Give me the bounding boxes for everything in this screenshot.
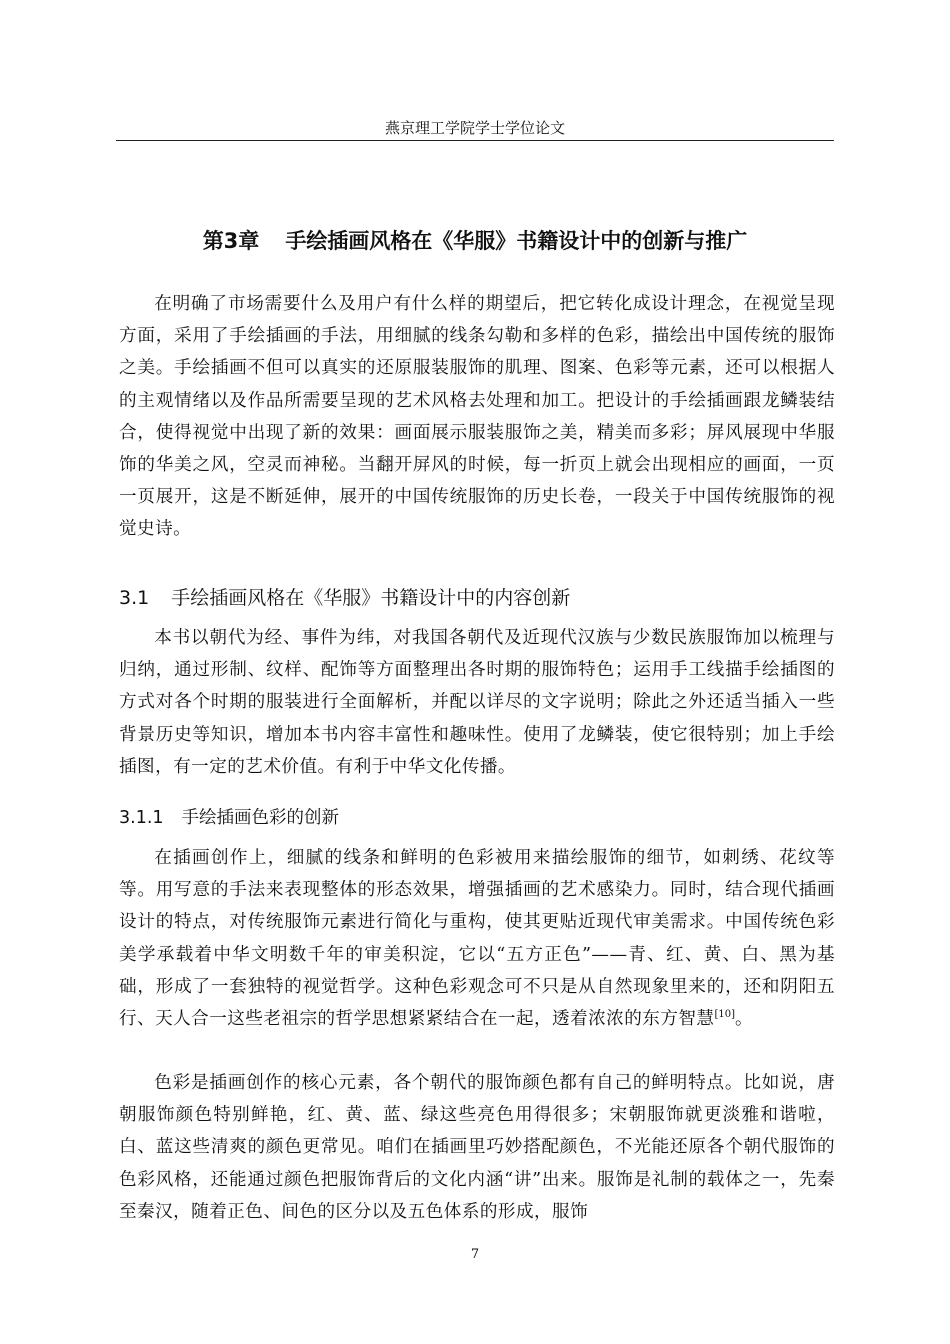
subsection-title: 手绘插画色彩的创新 [181,808,340,828]
page-number: 7 [470,1247,480,1262]
section-3-1-paragraph: 本书以朝代为经、事件为纬，对我国各朝代及近现代汉族与少数民族服饰加以梳理与归纳，通过形制、纹样、配饰等方面整理出各时期的服饰特色；运用手工线描手绘插图的方式对各个时期的服装进行全面解析，并配以详尽的文字说明；除此之外还适当插入一些背景历史等知识，增加本书内容丰富性和趣味性。使用了龙鳞装，使它很特别；加上手绘插图，有一定的艺术价值。有利于中华文化传播。 [119,628,835,777]
citation-marker: [10] [714,1009,735,1021]
chapter-title-text: 手绘插画风格在《华服》书籍设计中的创新与推广 [285,229,748,253]
section-3-1-1-paragraph-1 [119,842,835,1035]
section-number: 3.1 [119,587,150,609]
subsection-number: 3.1.1 [119,808,164,828]
paragraph-text: 在插画创作上，细腻的线条和鲜明的色彩被用来描绘服饰的细节，如刺绣、花纹等等。用写意的手法来表现整体的形态效果，增强插画的艺术感染力。同时，结合现代插画设计的特点，对传统服饰元素进行简化与重构，使其更贴近现代审美需求。中国传统色彩美学承载着中华文明数千年的审美积淀，它以“五方正色”——青、红、黄、白、黑为基础，形成了一套独特的视觉哲学。这种色彩观念可不只是从自然现象里来的，还和阴阳五行、天人合一这些老祖宗的哲学思想紧紧结合在一起，透着浓浓的东方智慧 [119,848,835,1030]
section-3-1-1-paragraph-2: 色彩是插画创作的核心元素，各个朝代的服饰颜色都有自己的鲜明特点。比如说，唐朝服饰颜色特别鲜艳，红、黄、蓝、绿这些亮色用得很多；宋朝服饰就更淡雅和谐啦，白、蓝这些清爽的颜色更常见。咱们在插画里巧妙搭配颜色，不光能还原各个朝代服饰的色彩风格，还能通过颜色把服饰背后的文化内涵“讲”出来。服饰是礼制的载体之一，先秦至秦汉，随着正色、间色的区分以及五色体系的形成，服饰 [119,1073,835,1222]
section-heading-3-1 [119,584,835,612]
subsection-heading-3-1-1 [119,805,835,831]
paragraph-end: 。 [734,1009,754,1030]
chapter-title [116,226,834,256]
header-rule [116,140,834,141]
chapter-number: 第3章 [202,229,260,253]
section-title: 手绘插画风格在《华服》书籍设计中的内容创新 [171,587,571,609]
running-header: 燕京理工学院学士学位论文 [384,119,565,137]
intro-paragraph: 在明确了市场需要什么及用户有什么样的期望后，把它转化成设计理念，在视觉呈现方面，采用了手绘插画的手法，用细腻的线条勾勒和多样的色彩，描绘出中国传统的服饰之美。手绘插画不但可以真实的还原服装服饰的肌理、图案、色彩等元素，还可以根据人的主观情绪以及作品所需要呈现的艺术风格去处理和加工。把设计的手绘插画跟龙鳞装结合，使得视觉中出现了新的效果：画面展示服装服饰之美，精美而多彩；屏风展现中华服饰的华美之风，空灵而神秘。当翻开屏风的时候，每一折页上就会出现相应的画面，一页一页展开，这是不断延伸，展开的中国传统服饰的历史长卷，一段关于中国传统服饰的视觉史诗。 [119,294,835,540]
